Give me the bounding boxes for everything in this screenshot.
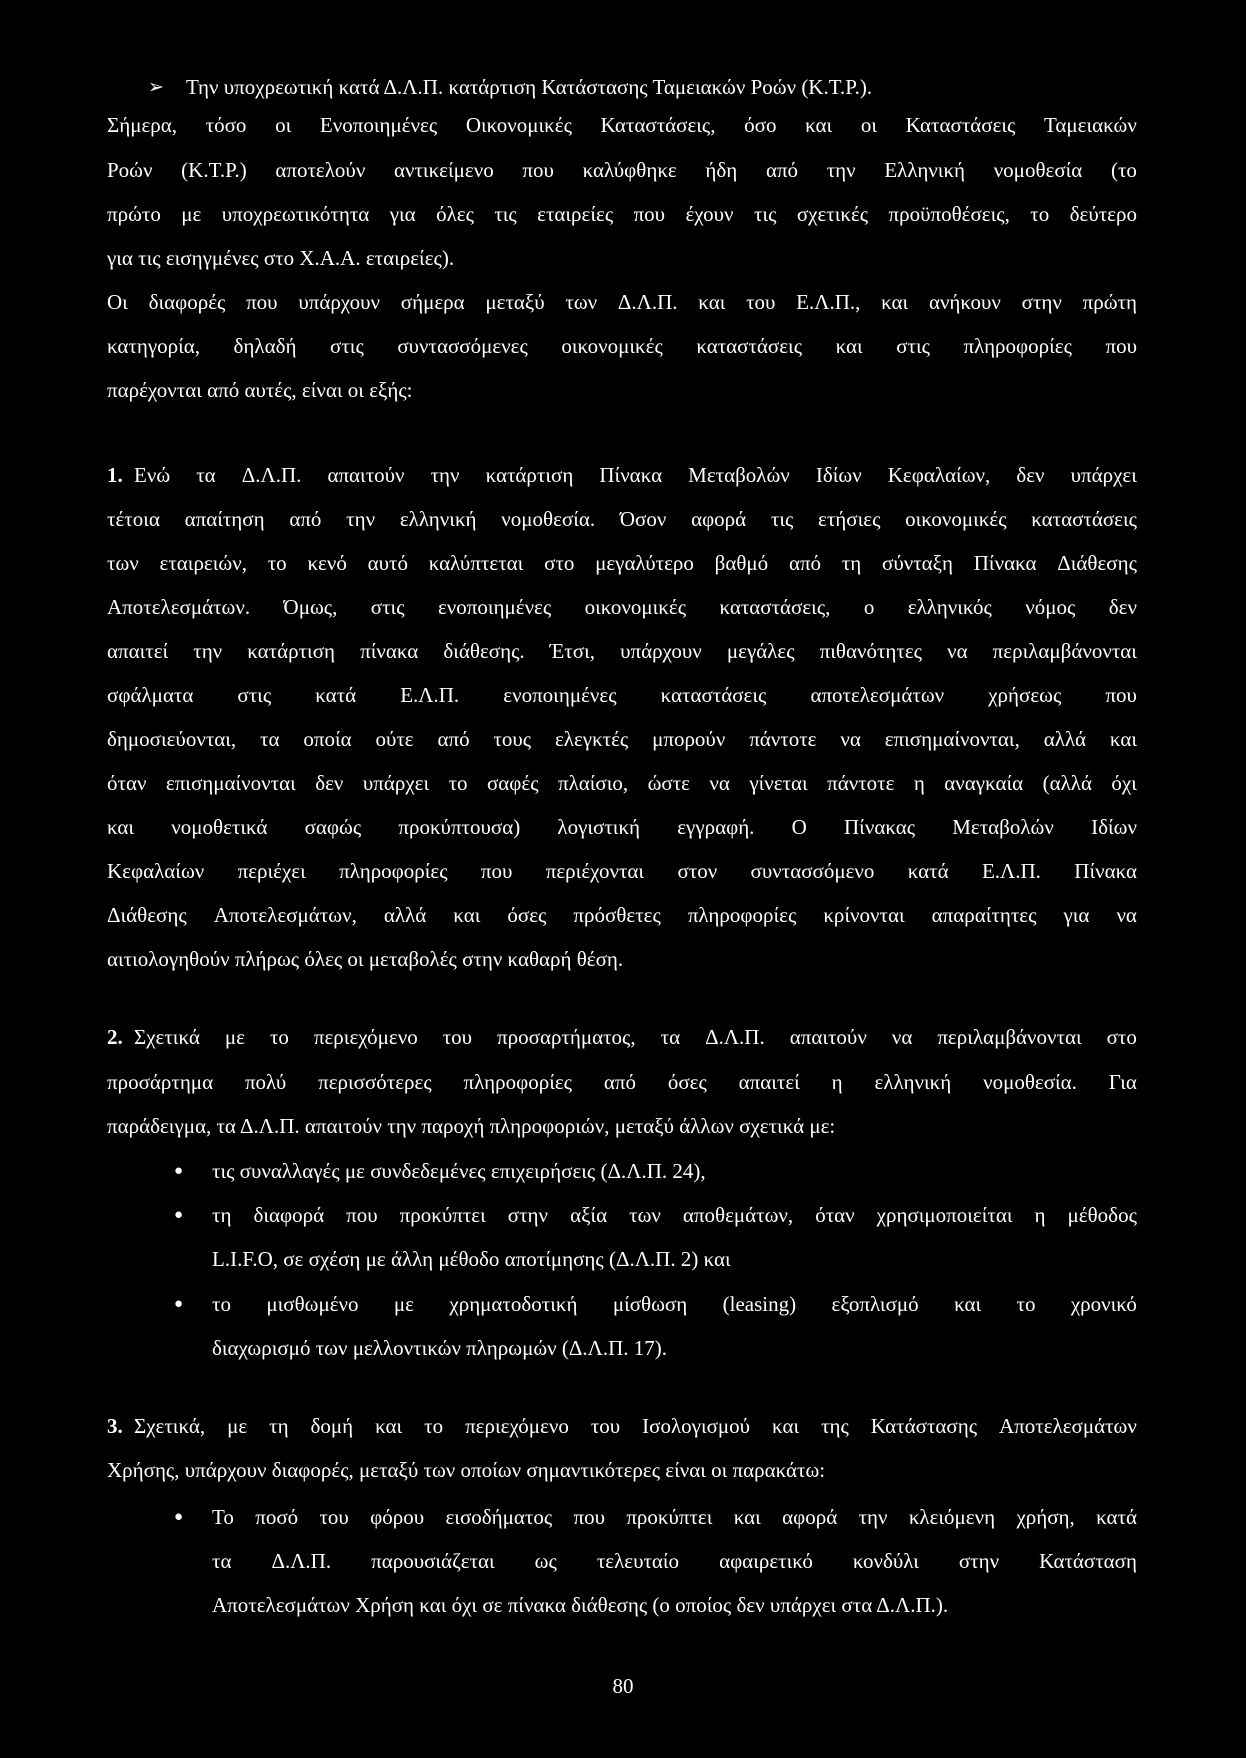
section-3-bullet-line: τα Δ.Λ.Π. παρουσιάζεται ως τελευταίο αφαιρετικό κονδύλι στην Κατάσταση <box>212 1549 1137 1573</box>
section-3-line: Χρήσης, υπάρχουν διαφορές, μεταξύ των οποίων σημαντικότερες είναι οι παρακάτω: <box>107 1458 826 1482</box>
section-1-line: όταν επισημαίνονται δεν υπάρχει το σαφές πλαίσιο, ώστε να γίνεται πάντοτε η αναγκαία (αλλά όχι <box>107 771 1137 795</box>
section-2-line: προσάρτημα πολύ περισσότερες πληροφορίες από όσες απαιτεί η ελληνική νομοθεσία. Για <box>107 1070 1137 1094</box>
section-1-line: απαιτεί την κατάρτιση πίνακα διάθεσης. Έτσι, υπάρχουν μεγάλες πιθανότητες να περιλαμβάνονται <box>107 639 1137 663</box>
section-3-number: 3. <box>107 1414 123 1438</box>
section-1-line: δημοσιεύονται, τα οποία ούτε από τους ελεγκτές μπορούν πάντοτε να επισημαίνονται, αλλά και <box>107 727 1137 751</box>
bullet-icon: ● <box>174 1163 184 1179</box>
intro-p1-line: Σήμερα, τόσο οι Ενοποιημένες Οικονομικές Καταστάσεις, όσο και οι Καταστάσεις Ταμειακών <box>107 113 1137 137</box>
bullet-icon: ● <box>174 1509 184 1525</box>
intro-p1-line: Ροών (Κ.Τ.Ρ.) αποτελούν αντικείμενο που καλύφθηκε ήδη από την Ελληνική νομοθεσία (το <box>107 158 1137 182</box>
section-1-line: τέτοια απαίτηση από την ελληνική νομοθεσία. Όσον αφορά τις ετήσιες οικονομικές καταστάσεις <box>107 507 1137 531</box>
section-3-bullet-line: Αποτελεσμάτων Χρήση και όχι σε πίνακα διάθεσης (ο οποίος δεν υπάρχει στα Δ.Λ.Π.). <box>212 1593 949 1617</box>
arrow-bullet-icon: ➢ <box>148 76 164 98</box>
section-1-line: Διάθεσης Αποτελεσμάτων, αλλά και όσες πρόσθετες πληροφορίες κρίνονται απαραίτητες για να <box>107 903 1137 927</box>
section-3-bullet-line: Το ποσό του φόρου εισοδήματος που προκύπτει και αφορά την κλειόμενη χρήση, κατά <box>212 1505 1137 1529</box>
section-3-line: Σχετικά, με τη δομή και το περιεχόμενο του Ισολογισμού και της Κατάστασης Αποτελεσμάτων <box>134 1414 1137 1438</box>
section-1-line: Αποτελεσμάτων. Όμως, στις ενοποιημένες οικονομικές καταστάσεις, ο ελληνικός νόμος δεν <box>107 595 1137 619</box>
section-2-bullet-line: διαχωρισμό των μελλοντικών πληρωμών (Δ.Λ.Π. 17). <box>212 1336 668 1360</box>
bullet-icon: ● <box>174 1207 184 1223</box>
page-number: 80 <box>612 1674 634 1698</box>
section-2-bullet-line: τις συναλλαγές με συνδεδεμένες επιχειρήσεις (Δ.Λ.Π. 24), <box>212 1159 706 1183</box>
intro-p2-line: παρέχονται από αυτές, είναι οι εξής: <box>107 378 413 402</box>
section-2-bullet-line: το μισθωμένο με χρηματοδοτική μίσθωση (leasing) εξοπλισμό και το χρονικό <box>212 1292 1137 1316</box>
section-1-line: σφάλματα στις κατά Ε.Λ.Π. ενοποιημένες καταστάσεις αποτελεσμάτων χρήσεως που <box>107 683 1137 707</box>
section-1-line: και νομοθετικά σαφώς προκύπτουσα) λογιστική εγγραφή. Ο Πίνακας Μεταβολών Ιδίων <box>107 815 1137 839</box>
section-1-line: αιτιολογηθούν πλήρως όλες οι μεταβολές στην καθαρή θέση. <box>107 947 624 971</box>
intro-p2-line: Οι διαφορές που υπάρχουν σήμερα μεταξύ των Δ.Λ.Π. και του Ε.Λ.Π., και ανήκουν στην πρώτη <box>107 290 1137 314</box>
intro-arrow-line: Την υποχρεωτική κατά Δ.Λ.Π. κατάρτιση Κατάστασης Ταμειακών Ροών (Κ.Τ.Ρ.). <box>186 75 873 99</box>
section-2-number: 2. <box>107 1025 123 1049</box>
section-2-bullet-line: L.I.F.O, σε σχέση με άλλη μέθοδο αποτίμησης (Δ.Λ.Π. 2) και <box>212 1247 731 1271</box>
intro-p1-line: για τις εισηγμένες στο Χ.Α.Α. εταιρείες). <box>107 246 455 270</box>
section-1-line: Ενώ τα Δ.Λ.Π. απαιτούν την κατάρτιση Πίνακα Μεταβολών Ιδίων Κεφαλαίων, δεν υπάρχει <box>134 463 1137 487</box>
section-2-bullet-line: τη διαφορά που προκύπτει στην αξία των αποθεμάτων, όταν χρησιμοποιείται η μέθοδος <box>212 1203 1137 1227</box>
section-1-number: 1. <box>107 463 123 487</box>
intro-p1-line: πρώτο με υποχρεωτικότητα για όλες τις εταιρείες που έχουν τις σχετικές προϋποθέσεις, το δεύτερο <box>107 202 1137 226</box>
section-1-line: των εταιρειών, το κενό αυτό καλύπτεται στο μεγαλύτερο βαθμό από τη σύνταξη Πίνακα Διάθεσης <box>107 551 1137 575</box>
bullet-icon: ● <box>174 1296 184 1312</box>
section-1-line: Κεφαλαίων περιέχει πληροφορίες που περιέχονται στον συντασσόμενο κατά Ε.Λ.Π. Πίνακα <box>107 859 1137 883</box>
intro-p2-line: κατηγορία, δηλαδή στις συντασσόμενες οικονομικές καταστάσεις και στις πληροφορίες που <box>107 334 1137 358</box>
section-2-line: παράδειγμα, τα Δ.Λ.Π. απαιτούν την παροχή πληροφοριών, μεταξύ άλλων σχετικά με: <box>107 1114 836 1138</box>
section-2-line: Σχετικά με το περιεχόμενο του προσαρτήματος, τα Δ.Λ.Π. απαιτούν να περιλαμβάνονται στο <box>134 1025 1137 1049</box>
